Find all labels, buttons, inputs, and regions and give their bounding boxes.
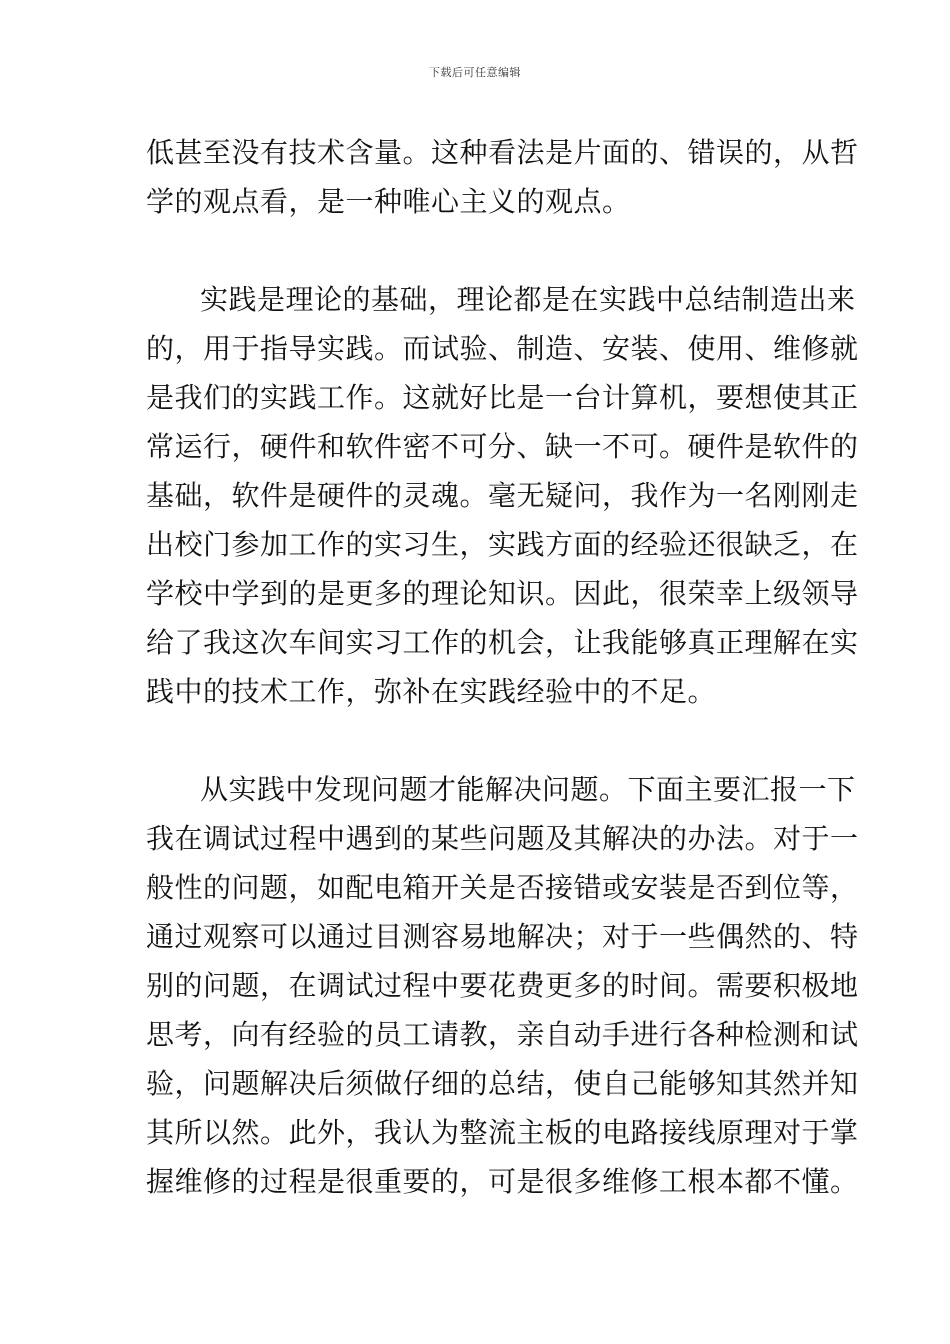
text-line: 低甚至没有技术含量。这种看法是片面的、错误的，从哲 [146,136,859,169]
document-body [146,128,859,1206]
paragraph [146,128,859,226]
text-line: 实践是理论的基础，理论都是在实践中总结制造出来 [200,283,856,316]
text-line: 常运行，硬件和软件密不可分、缺一不可。硬件是软件的 [146,430,859,463]
text-line: 给了我这次车间实习工作的机会，让我能够真正理解在实 [146,626,859,659]
text-line: 从实践中发现问题才能解决问题。下面主要汇报一下 [200,773,856,806]
paragraph-spacer [146,716,806,765]
paragraph [146,765,859,1206]
text-line: 我在调试过程中遇到的某些问题及其解决的办法。对于一 [146,822,859,855]
text-line: 的，用于指导实践。而试验、制造、安装、使用、维修就 [146,332,859,365]
text-line: 践中的技术工作，弥补在实践经验中的不足。 [146,675,717,708]
paragraph [146,275,859,716]
text-line: 出校门参加工作的实习生，实践方面的经验还很缺乏，在 [146,528,859,561]
text-line: 通过观察可以通过目测容易地解决；对于一些偶然的、特 [146,920,859,953]
paragraph-spacer [146,226,806,275]
text-line: 般性的问题，如配电箱开关是否接错或安装是否到位等， [146,871,859,904]
text-line: 验，问题解决后须做仔细的总结，使自己能够知其然并知 [146,1067,859,1100]
text-line: 其所以然。此外，我认为整流主板的电路接线原理对于掌 [146,1116,859,1149]
text-line: 学校中学到的是更多的理论知识。因此，很荣幸上级领导 [146,577,859,610]
text-line: 是我们的实践工作。这就好比是一台计算机，要想使其正 [146,381,859,414]
text-line: 握维修的过程是很重要的，可是很多维修工根本都不懂。 [146,1165,859,1198]
page-header: 下载后可任意编辑 [429,66,521,79]
text-line: 别的问题，在调试过程中要花费更多的时间。需要积极地 [146,969,859,1002]
text-line: 基础，软件是硬件的灵魂。毫无疑问，我作为一名刚刚走 [146,479,859,512]
text-line: 思考，向有经验的员工请教，亲自动手进行各种检测和试 [146,1018,859,1051]
text-line: 学的观点看，是一种唯心主义的观点。 [146,185,631,218]
